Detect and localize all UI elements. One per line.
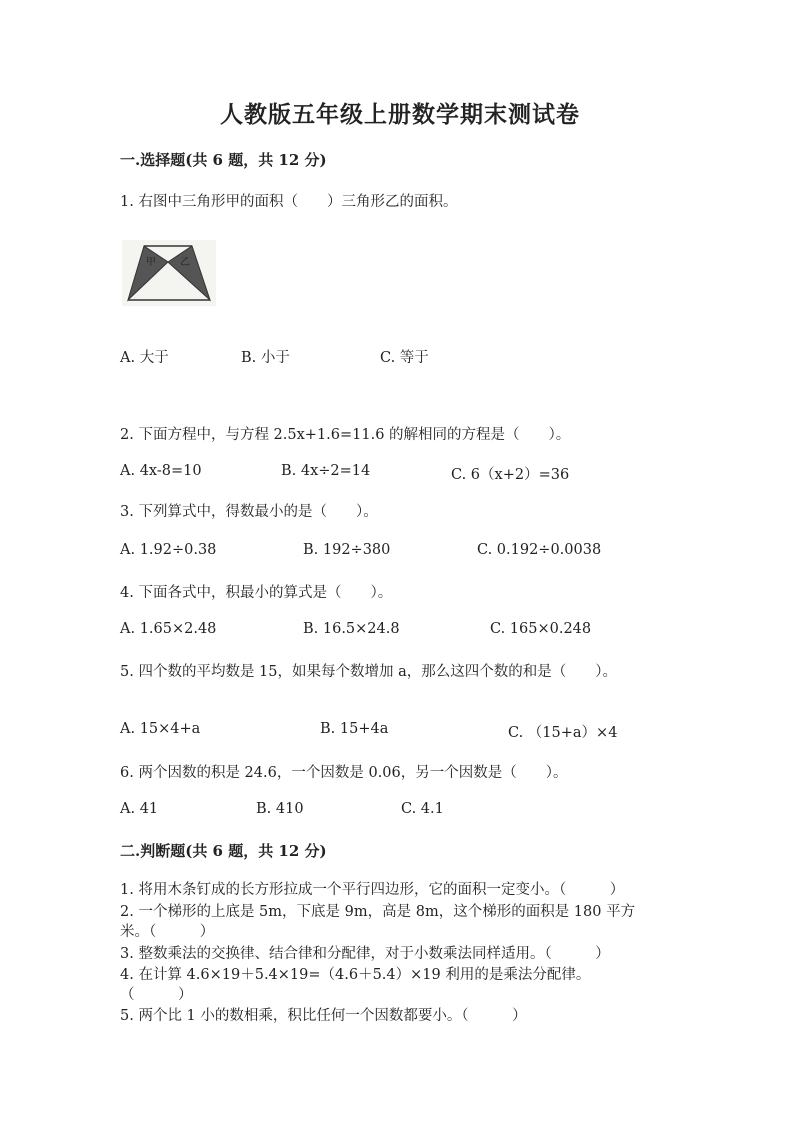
section-heading-judgement: 二.判断题(共 6 题，共 12 分) [120,842,327,860]
question-2: 2. 下面方程中，与方程 2.5x+1.6=11.6 的解相同的方程是（ ）。 [120,427,571,443]
q2-option-a: A. 4x-8=10 [120,463,202,479]
page-title: 人教版五年级上册数学期末测试卷 [220,101,580,128]
judgement-line-4: 4. 在计算 4.6×19＋5.4×19=（4.6＋5.4）×19 利用的是乘法分配律。 [120,967,591,983]
label-jia: 甲 [146,257,156,268]
q6-option-a: A. 41 [120,801,159,817]
q2-option-c: C. 6（x+2）=36 [451,467,570,483]
q4-option-c: C. 165×0.248 [490,621,592,637]
q5-option-a: A. 15×4+a [120,721,201,737]
q6-option-b: B. 410 [256,801,304,817]
q1-option-b: B. 小于 [241,350,290,366]
question-4: 4. 下面各式中，积最小的算式是（ ）。 [120,585,393,601]
judgement-line-2: 2. 一个梯形的上底是 5m，下底是 9m，高是 8m，这个梯形的面积是 180 平方 [120,904,636,920]
q2-option-b: B. 4x÷2=14 [281,463,371,479]
q1-option-a: A. 大于 [120,350,169,366]
judgement-line-1: 1. 将用木条钉成的长方形拉成一个平行四边形，它的面积一定变小。（ ） [120,882,625,898]
q4-option-a: A. 1.65×2.48 [120,621,217,637]
q1-option-c: C. 等于 [380,350,429,366]
judgement-line-5: 5. 两个比 1 小的数相乘，积比任何一个因数都要小。（ ） [120,1008,527,1024]
q4-option-b: B. 16.5×24.8 [303,621,400,637]
question-1: 1. 右图中三角形甲的面积（ ）三角形乙的面积。 [120,194,458,210]
triangle-figure [122,240,216,306]
question-3: 3. 下列算式中，得数最小的是（ ）。 [120,504,378,520]
q5-option-c: C. （15+a）×4 [508,725,618,741]
question-6: 6. 两个因数的积是 24.6，一个因数是 0.06，另一个因数是（ ）。 [120,765,568,781]
judgement-line-4-cont: （ ） [120,987,193,1003]
judgement-line-3: 3. 整数乘法的交换律、结合律和分配律，对于小数乘法同样适用。（ ） [120,946,610,962]
q5-option-b: B. 15+4a [320,721,389,737]
judgement-line-2-cont: 米。（ ） [120,924,215,940]
question-5: 5. 四个数的平均数是 15，如果每个数增加 a，那么这四个数的和是（ ）。 [120,664,618,680]
q3-option-c: C. 0.192÷0.0038 [477,542,602,558]
q3-option-b: B. 192÷380 [303,542,391,558]
label-yi: 乙 [180,257,190,268]
section-heading-choice: 一.选择题(共 6 题，共 12 分) [120,151,327,169]
q6-option-c: C. 4.1 [401,801,444,817]
q3-option-a: A. 1.92÷0.38 [120,542,217,558]
